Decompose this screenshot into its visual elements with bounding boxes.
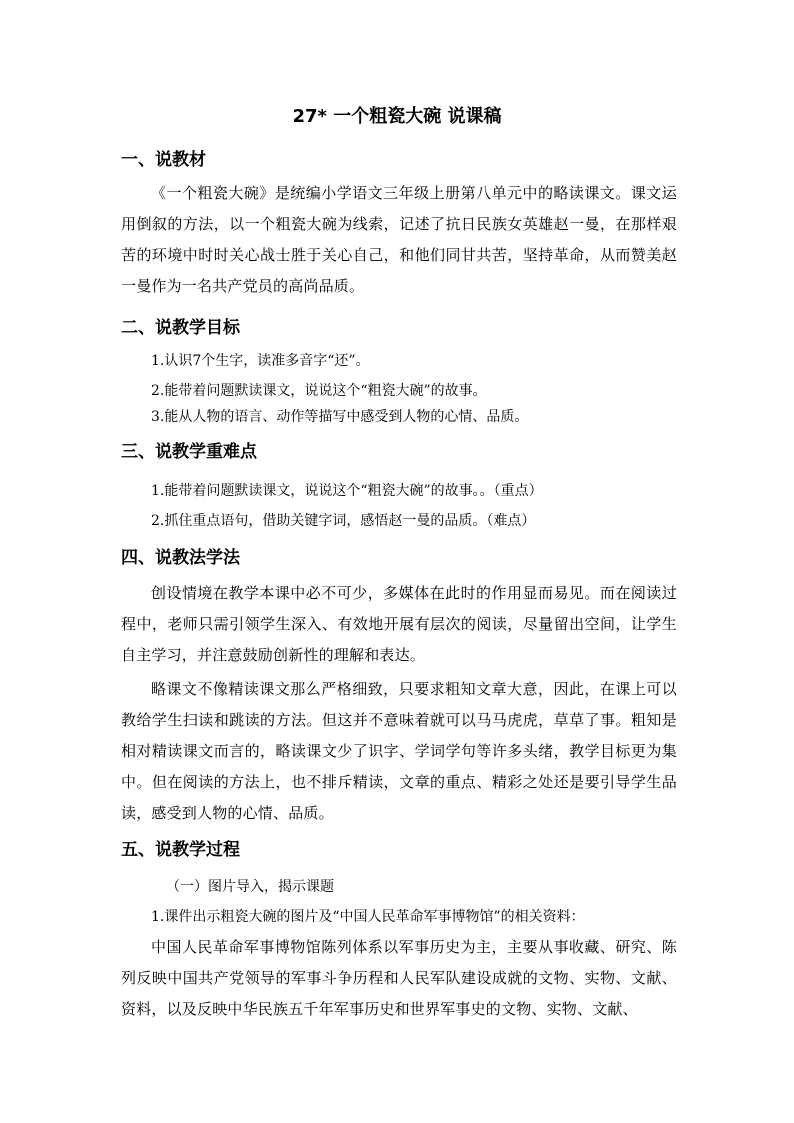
section-heading-key-points: 三、说教学重难点 [121,442,257,462]
list-item-objective-1: 1.认识7个生字，读准多音字“还”。 [151,353,370,369]
process-paragraph: 中国人民革命军事博物馆陈列体系以军事历史为主，主要从事收藏、研究、陈列反映中国共产党领导的军事斗争历程和人民军队建设成就的文物、实物、文献、资料，以及反映中华民族五千年军事历史和世界军事史的文物、实物、文献、 [121,938,677,1018]
section-paragraph-methods-1: 创设情境在教学本课中必不可少，多媒体在此时的作用显而易见。而在阅读过程中，老师只需引领学生深入、有效地开展有层次的阅读，尽量留出空间，让学生自主学习，并注意鼓励创新性的理解和表达。 [121,584,677,664]
section-heading-methods: 四、说教法学法 [121,548,240,568]
list-item-key-point: 1.能带着问题默读课文，说说这个“粗瓷大碗”的故事。。（重点） [151,483,543,499]
section-paragraph-textbook: 《一个粗瓷大碗》是统编小学语文三年级上册第八单元中的略读课文。课文运用倒叙的方法，以一个粗瓷大碗为线索，记述了抗日民族女英雄赵一曼，在那样艰苦的环境中时时关心战士胜于关心自己，和他们同甘共苦，坚持革命，从而赞美赵一曼作为一名共产党员的高尚品质。 [121,184,677,295]
section-heading-objectives: 二、说教学目标 [121,318,240,338]
section-heading-textbook: 一、说教材 [121,150,206,170]
section-paragraph-methods-2: 略课文不像精读课文那么严格细致，只要求粗知文章大意，因此，在课上可以教给学生扫读和跳读的方法。但这并不意味着就可以马马虎虎，草草了事。粗知是相对精读课文而言的，略读课文少了识字、学词学句等许多头绪，教学目标更为集中。但在阅读的方法上，也不排斥精读，文章的重点、精彩之处还是要引导学生品读，感受到人物的心情、品质。 [121,680,677,822]
section-heading-process: 五、说教学过程 [121,840,240,860]
document-title: 27* 一个粗瓷大碗 说课稿 [292,106,502,127]
process-item-1: 1.课件出示粗瓷大碗的图片及“中国人民革命军事博物馆”的相关资料： [151,909,585,925]
list-item-objective-3: 3.能从人物的语言、动作等描写中感受到人物的心情、品质。 [151,409,529,425]
process-subheading: （一）图片导入，揭示课题 [166,879,334,895]
list-item-difficult-point: 2.抓住重点语句，借助关键字词，感悟赵一曼的品质。（难点） [151,513,536,529]
list-item-objective-2: 2.能带着问题默读课文，说说这个“粗瓷大碗”的故事。 [151,383,487,399]
